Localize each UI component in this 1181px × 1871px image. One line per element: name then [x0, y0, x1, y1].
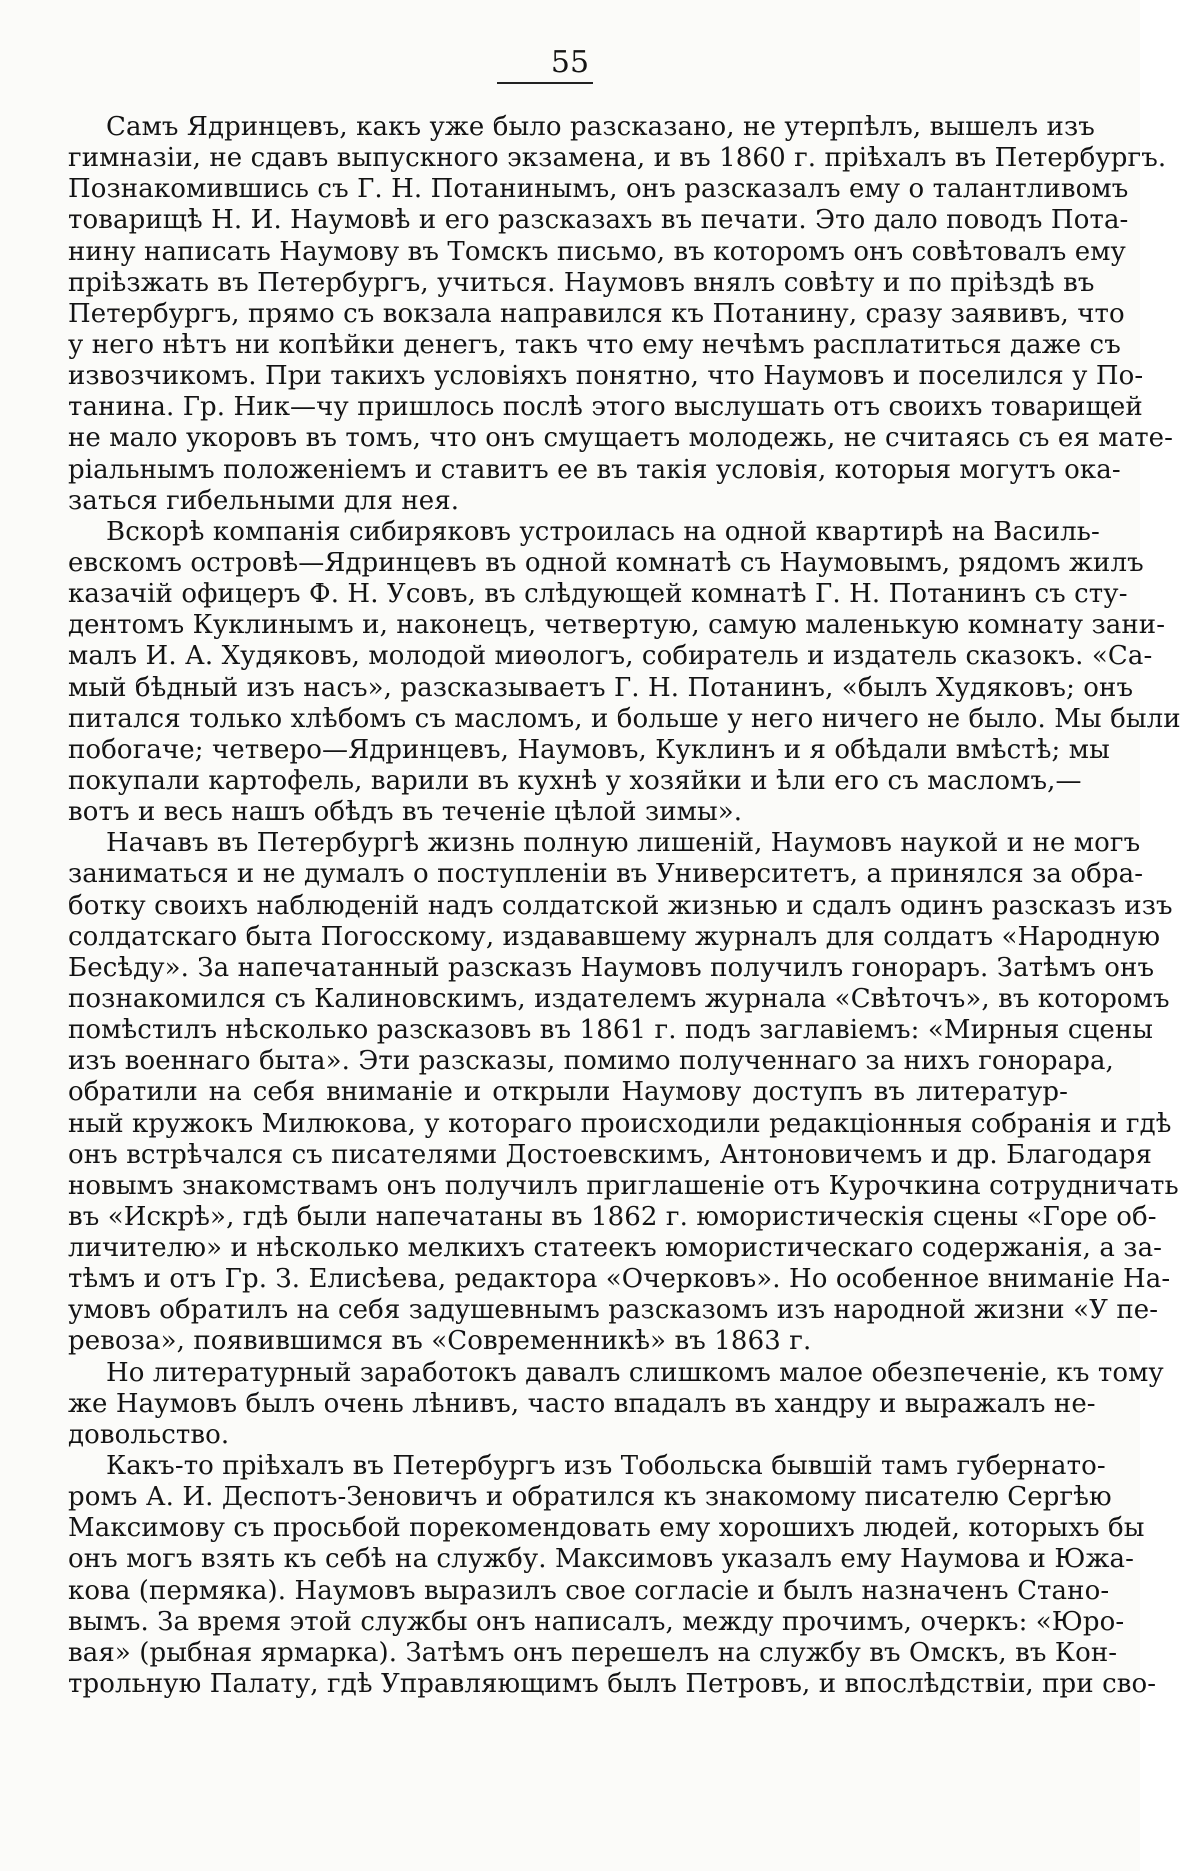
- text-line: личителю» и нѣсколько мелкихъ статеекъ юмористическаго содержанія, а за-: [68, 1233, 1163, 1264]
- text-line: вая» (рыбная ярмарка). Затѣмъ онъ перешелъ на службу въ Омскъ, въ Кон-: [68, 1637, 1118, 1668]
- page-number-underline: [497, 82, 593, 84]
- text-line: побогаче; четверо—Ядринцевъ, Наумовъ, Куклинъ и я обѣдали вмѣстѣ; мы: [68, 734, 1110, 765]
- text-line: солдатскаго быта Погосскому, издававшему журналъ для солдатъ «Народную: [68, 921, 1161, 952]
- text-line: Начавъ въ Петербургѣ жизнь полную лишеній, Наумовъ наукой и не могъ: [106, 828, 1141, 859]
- text-line: ный кружокъ Милюкова, у котораго происходили редакціонныя собранія и гдѣ: [68, 1108, 1172, 1139]
- text-line: заться гибельными для нея.: [68, 485, 460, 516]
- text-line: дентомъ Куклинымъ и, наконецъ, четвертую, самую маленькую комнату зани-: [68, 610, 1166, 641]
- text-line: въ «Искрѣ», гдѣ были напечатаны въ 1862 г. юмористическія сцены «Горе об-: [68, 1201, 1157, 1232]
- text-line: не мало укоровъ въ томъ, что онъ смущаетъ молодежь, не считаясь съ ея мате-: [68, 423, 1174, 454]
- text-line: Вскорѣ компанія сибиряковъ устроилась на одной квартирѣ на Василь-: [106, 516, 1100, 547]
- text-line: Но литературный заработокъ давалъ слишкомъ малое обезпеченіе, къ тому: [106, 1357, 1164, 1388]
- text-line: тѣмъ и отъ Гр. З. Елисѣева, редактора «Очерковъ». Но особенное вниманіе На-: [68, 1264, 1171, 1295]
- text-line: помѣстилъ нѣсколько разсказовъ въ 1861 г. подъ заглавіемъ: «Мирныя сцены: [68, 1015, 1154, 1046]
- text-line: ботку своихъ наблюденій надъ солдатской жизнью и сдалъ одинъ разсказъ изъ: [68, 890, 1173, 921]
- text-line: питался только хлѣбомъ съ масломъ, и больше у него ничего не было. Мы были: [68, 703, 1181, 734]
- text-line: товарищѣ Н. И. Наумовѣ и его разсказахъ въ печати. Это дало поводъ Пота-: [68, 205, 1129, 236]
- text-line: у него нѣтъ ни копѣйки денегъ, такъ что ему нечѣмъ расплатиться даже съ: [68, 329, 1121, 360]
- page-number: 55: [550, 45, 590, 80]
- text-line: умовъ обратилъ на себя задушевнымъ разсказомъ изъ народной жизни «У пе-: [68, 1295, 1159, 1326]
- text-line: Самъ Ядринцевъ, какъ уже было разсказано, не утерпѣлъ, вышелъ изъ: [106, 112, 1095, 142]
- text-line: пріѣзжать въ Петербургъ, учиться. Наумовъ внялъ совѣту и по пріѣздѣ въ: [68, 267, 1095, 298]
- text-line: кова (пермяка). Наумовъ выразилъ свое согласіе и былъ назначенъ Стано-: [68, 1575, 1110, 1606]
- text-line: Петербургъ, прямо съ вокзала направился къ Потанину, сразу заявивъ, что: [68, 298, 1125, 329]
- text-line: танина. Гр. Ник—чу пришлось послѣ этого выслушать отъ своихъ товарищей: [68, 392, 1143, 423]
- text-line: трольную Палату, гдѣ Управляющимъ былъ Петровъ, и впослѣдствіи, при сво-: [68, 1669, 1157, 1700]
- text-line: вымъ. За время этой службы онъ написалъ, между прочимъ, очеркъ: «Юро-: [68, 1606, 1125, 1637]
- text-line: мый бѣдный изъ насъ», разсказываетъ Г. Н. Потанинъ, «былъ Худяковъ; онъ: [68, 672, 1134, 703]
- text-line: ріальнымъ положеніемъ и ставитъ ее въ такія условія, которыя могутъ ока-: [68, 454, 1121, 485]
- text-line: же Наумовъ былъ очень лѣнивъ, часто впадалъ въ хандру и выражалъ не-: [68, 1388, 1096, 1419]
- text-line: гимназіи, не сдавъ выпускного экзамена, и въ 1860 г. пріѣхалъ въ Петербургъ.: [68, 143, 1167, 174]
- text-line: Бесѣду». За напечатанный разсказъ Наумовъ получилъ гонораръ. Затѣмъ онъ: [68, 952, 1155, 983]
- text-line: ромъ А. И. Деспотъ-Зеновичъ и обратился къ знакомому писателю Сергѣю: [68, 1482, 1112, 1513]
- text-line: познакомился съ Калиновскимъ, издателемъ журнала «Свѣточъ», въ которомъ: [68, 983, 1170, 1014]
- text-line: казачій офицеръ Ф. Н. Усовъ, въ слѣдующей комнатѣ Г. Н. Потанинъ съ сту-: [68, 579, 1128, 610]
- text-line: нину написать Наумову въ Томскъ письмо, въ которомъ онъ совѣтовалъ ему: [68, 236, 1126, 267]
- text-line: Какъ-то пріѣхалъ въ Петербургъ изъ Тобольска бывшій тамъ губернато-: [106, 1451, 1106, 1482]
- text-line: извозчикомъ. При такихъ условіяхъ понятно, что Наумовъ и поселился у По-: [68, 361, 1144, 392]
- text-line: Познакомившись съ Г. Н. Потанинымъ, онъ разсказалъ ему о талантливомъ: [68, 174, 1129, 205]
- text-line: довольство.: [68, 1419, 230, 1450]
- text-line: ревоза», появившимся въ «Современникѣ» въ 1863 г.: [68, 1326, 812, 1357]
- text-line: заниматься и не думалъ о поступленіи въ Университетъ, а принялся за обра-: [68, 859, 1144, 890]
- text-line: новымъ знакомствамъ онъ получилъ приглашеніе отъ Курочкина сотрудничать: [68, 1170, 1179, 1201]
- text-line: изъ военнаго быта». Эти разсказы, помимо полученнаго за нихъ гонорара,: [68, 1046, 1114, 1077]
- text-line: онъ встрѣчался съ писателями Достоевскимъ, Антоновичемъ и др. Благодаря: [68, 1139, 1153, 1170]
- text-line: Максимову съ просьбой порекомендовать ему хорошихъ людей, которыхъ бы: [68, 1513, 1145, 1544]
- text-line: евскомъ островѣ—Ядринцевъ въ одной комнатѣ съ Наумовымъ, рядомъ жилъ: [68, 547, 1144, 578]
- body-text: [68, 112, 1181, 1700]
- text-line: онъ могъ взять къ себѣ на службу. Максимовъ указалъ ему Наумова и Южа-: [68, 1544, 1134, 1575]
- text-line: малъ И. А. Худяковъ, молодой миѳологъ, собиратель и издатель сказокъ. «Са-: [68, 641, 1153, 672]
- text-line: вотъ и весь нашъ обѣдъ въ теченіе цѣлой зимы».: [68, 797, 743, 828]
- text-line: обратили на себя вниманіе и открыли Наумову доступъ въ литератур-: [68, 1077, 1068, 1108]
- text-line: покупали картофель, варили въ кухнѣ у хозяйки и ѣли его съ масломъ,—: [68, 765, 1082, 796]
